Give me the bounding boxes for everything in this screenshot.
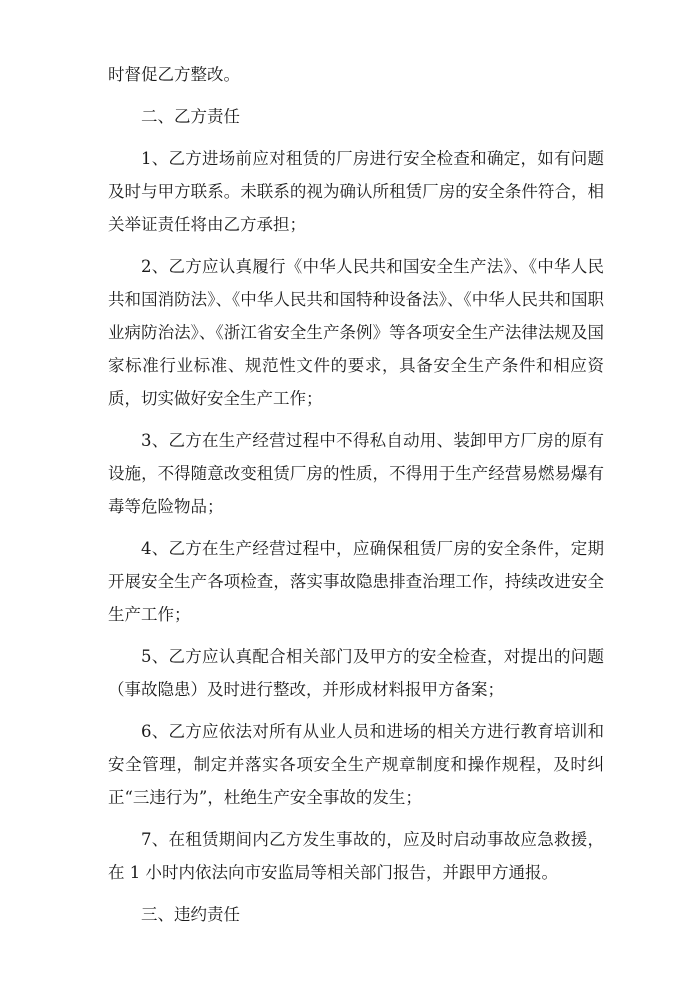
continuation-paragraph: 时督促乙方整改。: [108, 65, 240, 84]
clause-1-paragraph: 1、乙方进场前应对租赁的厂房进行安全检查和确定，如有问题及时与甲方联系。未联系的视为确认所租赁厂房的安全条件符合，相关举证责任将由乙方承担；: [108, 149, 604, 234]
clause-6-paragraph: 6、乙方应依法对所有从业人员和进场的相关方进行教育培训和安全管理，制定并落实各项安全生产规章制度和操作规程，及时纠正“三违行为”，杜绝生产安全事故的发生；: [108, 722, 604, 807]
section-heading-party-b-responsibility: 二、乙方责任: [141, 107, 240, 126]
clause-7-paragraph: 7、在租赁期间内乙方发生事故的，应及时启动事故应急救援，在 1 小时内依法向市安监局等相关部门报告，并跟甲方通报。: [108, 830, 604, 882]
clause-2-paragraph: 2、乙方应认真履行《中华人民共和国安全生产法》、《中华人民共和国消防法》、《中华人民共和国特种设备法》、《中华人民共和国职业病防治法》、《浙江省安全生产条例》等各项安全生产法律法规及国家标准行业标准、规范性文件的要求，具备安全生产条件和相应资质，切实做好安全生产工作；: [108, 257, 604, 408]
section-heading-breach-liability: 三、违约责任: [141, 905, 240, 924]
document-body: [108, 58, 604, 940]
clause-3-paragraph: 3、乙方在生产经营过程中不得私自动用、装卸甲方厂房的原有设施，不得随意改变租赁厂房的性质，不得用于生产经营易燃易爆有毒等危险物品；: [108, 431, 604, 516]
clause-4-paragraph: 4、乙方在生产经营过程中，应确保租赁厂房的安全条件，定期开展安全生产各项检查，落实事故隐患排查治理工作，持续改进安全生产工作；: [108, 539, 604, 624]
clause-5-paragraph: 5、乙方应认真配合相关部门及甲方的安全检查，对提出的问题（事故隐患）及时进行整改，并形成材料报甲方备案；: [108, 647, 604, 699]
